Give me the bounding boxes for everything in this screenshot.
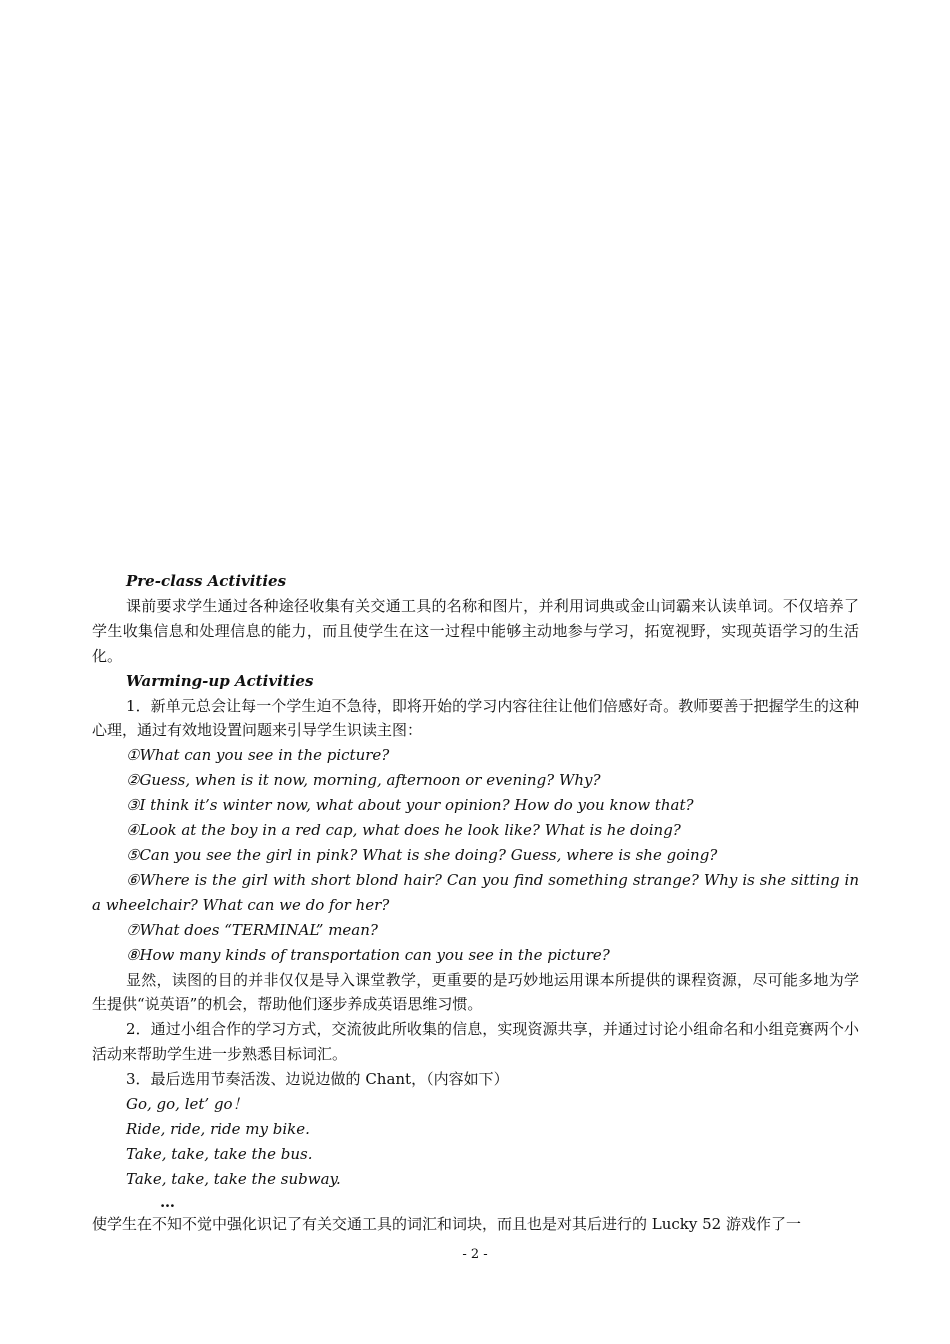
page-body <box>92 569 859 1237</box>
chant-ellipsis: … <box>160 1192 175 1211</box>
paragraph-item-2: 2．通过小组合作的学习方式，交流彼此所收集的信息，实现资源共享，并通过讨论小组命名和小组竞赛两个小活动来帮助学生进一步熟悉目标词汇。 <box>92 1020 859 1064</box>
chant-line-3: Take, take, take the bus. <box>126 1144 313 1163</box>
chant-line-1: Go, go, let’ go！ <box>126 1095 248 1114</box>
chant-line-2: Ride, ride, ride my bike. <box>126 1119 310 1138</box>
question-3: ③I think it’s winter now, what about your opinion? How do you know that? <box>126 796 694 815</box>
paragraph-item-1: 1．新单元总会让每一个学生迫不急待，即将开始的学习内容往往让他们倍感好奇。教师要善于把握学生的这种心理，通过有效地设置问题来引导学生识读主图： <box>92 696 859 740</box>
paragraph-preclass: 课前要求学生通过各种途径收集有关交通工具的名称和图片，并利用词典或金山词霸来认读单词。不仅培养了学生收集信息和处理信息的能力，而且使学生在这一过程中能够主动地参与学习，拓宽视野，实现英语学习的生活化。 <box>92 596 859 665</box>
section-heading-preclass: Pre-class Activities <box>126 572 287 590</box>
paragraph-item-3: 3．最后选用节奏活泼、边说边做的 Chant，（内容如下） <box>126 1070 509 1089</box>
section-heading-warmup: Warming-up Activities <box>126 671 314 690</box>
chant-line-4: Take, take, take the subway. <box>126 1169 341 1188</box>
question-1: ①What can you see in the picture? <box>126 746 390 765</box>
page-number: - 2 - <box>462 1247 488 1262</box>
paragraph-closing: 使学生在不知不觉中强化识记了有关交通工具的词汇和词块，而且也是对其后进行的 Lucky 52 游戏作了一 <box>92 1214 801 1233</box>
question-6: ⑥Where is the girl with short blond hair? Can you find something strange? Why is she sitting in a wheelchair? What can we do for her? <box>92 870 859 914</box>
question-4: ④Look at the boy in a red cap, what does he look like? What is he doing? <box>126 821 681 840</box>
paragraph-after-questions: 显然，读图的目的并非仅仅是导入课堂教学，更重要的是巧妙地运用课本所提供的课程资源，尽可能多地为学生提供“说英语”的机会，帮助他们逐步养成英语思维习惯。 <box>92 970 859 1014</box>
question-2: ②Guess, when is it now, morning, afternoon or evening? Why? <box>126 771 601 790</box>
question-8: ⑧How many kinds of transportation can you see in the picture? <box>126 945 610 964</box>
question-5: ⑤Can you see the girl in pink? What is she doing? Guess, where is she going? <box>126 845 718 864</box>
question-7: ⑦What does “TERMINAL” mean? <box>126 920 378 939</box>
